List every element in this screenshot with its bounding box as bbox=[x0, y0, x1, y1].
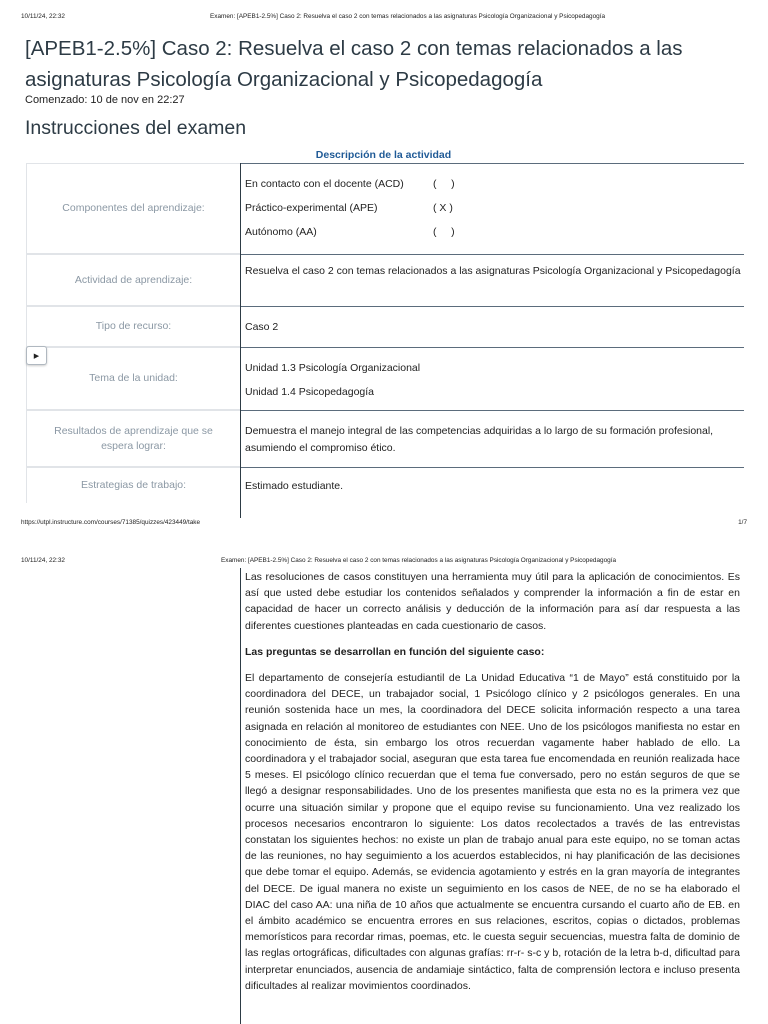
instructions-heading: Instrucciones del examen bbox=[25, 117, 247, 139]
print-title: Examen: [APEB1-2.5%] Caso 2: Resuelva el caso 2 con temas relacionados a las asignaturas Psicología Organizacional y Psicopedagogía bbox=[221, 557, 617, 564]
quiz-title: [APEB1-2.5%] Caso 2: Resuelva el caso 2 con temas relacionados a las asignaturas Psicología Organizacional y Psicopedagogía bbox=[25, 37, 683, 91]
row-value-learning-results: Demuestra el manejo integral de las competencias adquiridas a lo largo de su formación profesional, asumiendo el compromiso ético. bbox=[241, 410, 744, 467]
started-timestamp: Comenzado: 10 de nov en 22:27 bbox=[25, 94, 185, 106]
table-divider bbox=[240, 568, 241, 1024]
print-header bbox=[21, 557, 747, 567]
activity-description-header: Descripción de la actividad bbox=[315, 149, 452, 161]
intro-paragraph: Las resoluciones de casos constituyen una herramienta muy útil para la aplicación de conocimientos. Es así que usted debe estudiar los contenidos señalados y comprender la información a fin de estar en capacidad de hacer un correcto análisis y deducción de la información para así dar respuesta a las diferentes cuestiones planteadas en cada cuestionario de casos. bbox=[245, 571, 740, 632]
row-label-activity: Actividad de aprendizaje: bbox=[26, 254, 240, 306]
unit-topic-line: Unidad 1.3 Psicología Organizacional bbox=[245, 362, 421, 374]
play-button[interactable] bbox=[26, 346, 47, 365]
print-title: Examen: [APEB1-2.5%] Caso 2: Resuelva el caso 2 con temas relacionados a las asignaturas Psicología Organizacional y Psicopedagogía bbox=[210, 13, 606, 20]
row-value-resource-type: Caso 2 bbox=[241, 306, 744, 347]
case-body bbox=[245, 569, 740, 1004]
row-label-unit-topic: Tema de la unidad: bbox=[26, 347, 240, 410]
component-acd bbox=[245, 172, 744, 196]
component-aa bbox=[245, 220, 744, 244]
play-icon: ▶ bbox=[33, 352, 40, 360]
row-value-work-strategies: Estimado estudiante. bbox=[241, 467, 744, 518]
component-name: Autónomo (AA) bbox=[245, 226, 317, 238]
component-mark: ( ) bbox=[433, 178, 455, 190]
row-value-components bbox=[241, 163, 744, 254]
component-mark: ( ) bbox=[433, 226, 455, 238]
row-value-activity: Resuelva el caso 2 con temas relacionados a las asignaturas Psicología Organizacional y Psicopedagogía bbox=[241, 254, 744, 306]
page-number: 1/7 bbox=[738, 519, 747, 526]
row-label-components: Componentes del aprendizaje: bbox=[26, 163, 240, 254]
print-date: 10/11/24, 22:32 bbox=[21, 557, 65, 564]
page-2 bbox=[0, 548, 768, 1024]
row-label-resource-type: Tipo de recurso: bbox=[26, 306, 240, 347]
component-ape bbox=[245, 196, 744, 220]
component-mark: ( X ) bbox=[433, 202, 453, 214]
case-heading: Las preguntas se desarrollan en función del siguiente caso: bbox=[245, 645, 545, 658]
print-url: https://utpl.instructure.com/courses/71385/quizzes/423449/take bbox=[21, 519, 201, 526]
row-label-work-strategies: Estrategias de trabajo: bbox=[26, 467, 240, 503]
row-value-unit-topic bbox=[241, 347, 744, 410]
component-name: En contacto con el docente (ACD) bbox=[245, 178, 404, 190]
case-paragraph: El departamento de consejería estudiantil de La Unidad Educativa “1 de Mayo” está constituido por la coordinadora del DECE, un trabajador social, 1 Psicólogo clínico y 2 psicólogos generales. En una reunión sostenida hace un mes, la coordinadora del DECE solicita información respecto a una tarea asignada en relación al monitoreo de estudiantes con NEE. Uno de los psicólogos manifiesta no estar en conocimiento de ésta, sin embargo los otros recuerdan vagamente haber hablado de ello. La coordinadora y el trabajador social, aseguran que esta tarea fue encomendada en reunión realizada hace 5 meses. El psicólogo clínico recuerdan que el tema fue conversado, pero no están seguros de que se llegó a designar responsabilidades. Uno de los presentes manifiesta que esta no es la primera vez que ocurre una situación similar y propone que el equipo revise su funcionamiento. Una vez realizado los procesos necesarios encontraron lo siguiente: Los datos recolectados a través de las entrevistas constatan los siguientes hechos: no existe un plan de trabajo anual para este equipo, no se toman actas de las reuniones, no hay seguimiento a los acuerdos establecidos, ni hay planificación de las decisiones que debe tomar el equipo. Además, se evidencia agotamiento y estrés en la gran mayoría de integrantes del DECE. De igual manera no existe un seguimiento en los casos de NEE, de no se ha elaborado el DIAC del caso AA: una niña de 10 años que actualmente se encuentra cursando el cuarto año de EB. en el ámbito académico se encuentra errores en sus relaciones, escritos, copias o dictados, problemas memorísticos para recordar rimas, poemas, etc. le cuesta seguir secuencias, muestra falta de dominio de las reglas ortográficas, dificultades con algunas grafías: rr-r- s-c y b, rotación de la letra b-d, dificultad para interpretar enunciados, ausencia de andamiaje sintáctico, falta de comprensión lectora e incluso presenta dificultades al realizar movimientos coordinados. bbox=[245, 672, 740, 992]
component-name: Práctico-experimental (APE) bbox=[245, 202, 378, 214]
print-header bbox=[21, 13, 747, 23]
print-date: 10/11/24, 22:32 bbox=[21, 13, 65, 20]
unit-topic-line: Unidad 1.4 Psicopedagogía bbox=[245, 386, 375, 398]
row-label-learning-results: Resultados de aprendizaje que se espera lograr: bbox=[26, 410, 240, 467]
